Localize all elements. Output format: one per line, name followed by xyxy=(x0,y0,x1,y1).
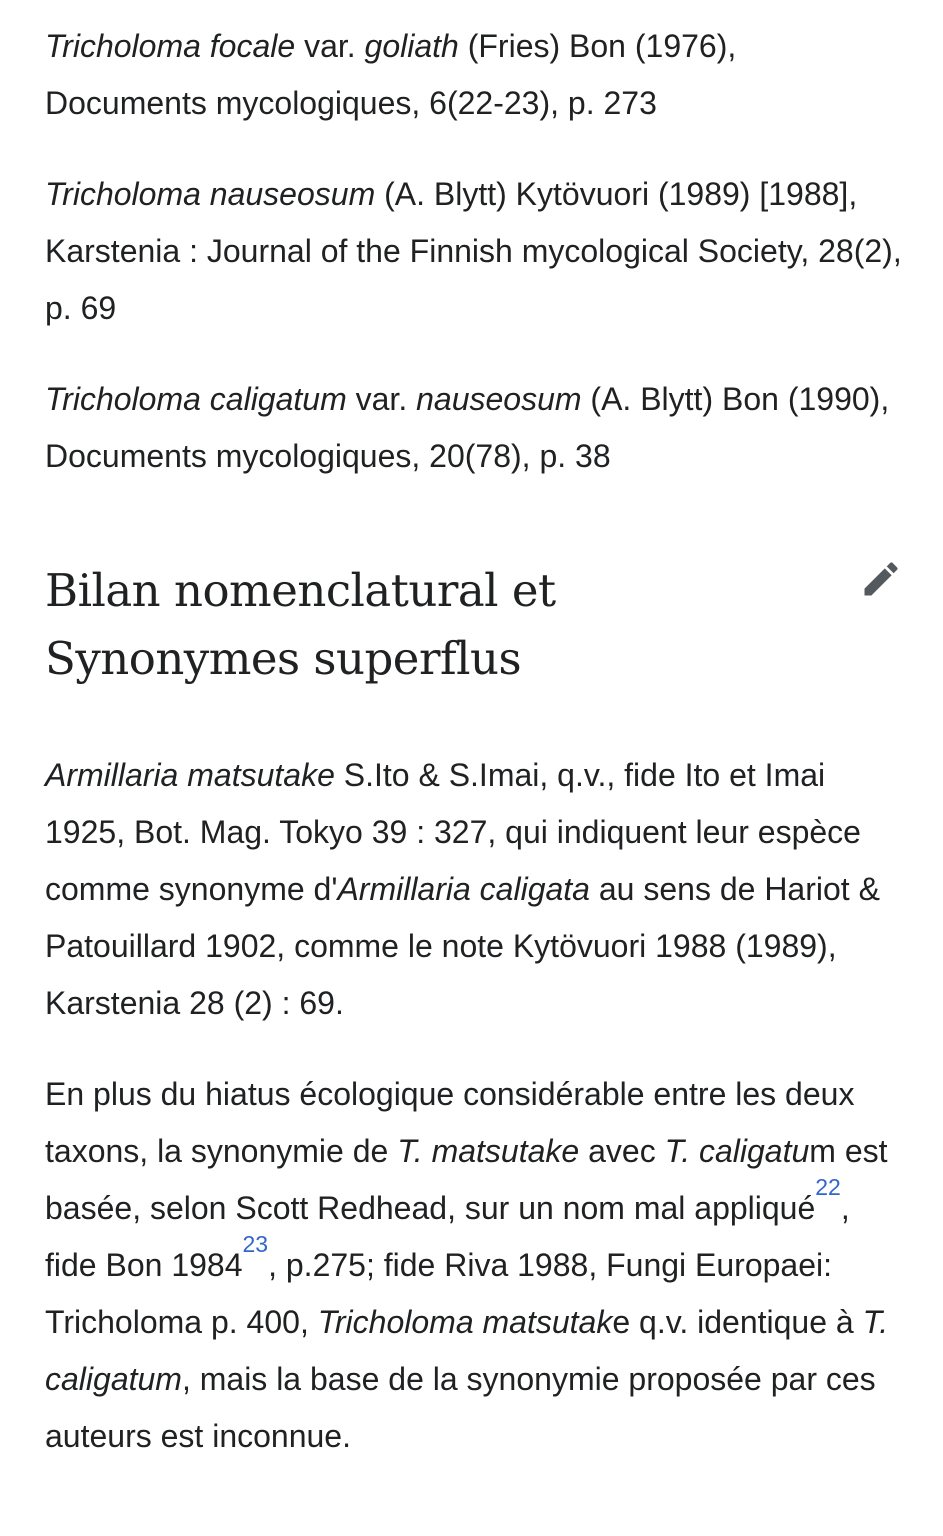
taxon-name: Tricholoma nauseosum xyxy=(45,176,376,212)
reference-22 xyxy=(815,1174,841,1200)
paragraph-text: En plus du hiatus écologique considérable entre les deux taxons, la synonymie de xyxy=(45,1076,855,1169)
reference-link-23[interactable]: 23 xyxy=(242,1231,269,1257)
synonym-citation: (A. Blytt) Kytövuori (1989) [1988], Karstenia : Journal of the Finnish mycological Society, 28(2), p. 69 xyxy=(45,176,902,326)
synonym-entry xyxy=(45,166,905,337)
paragraph-text: , mais la base de la synonymie proposée par ces auteurs est inconnue. xyxy=(45,1361,876,1454)
paragraph-text: au sens de Hariot & Patouillard 1902, comme le note Kytövuori 1988 (1989), Karstenia 28 (2) : 69. xyxy=(45,871,880,1021)
paragraph-text: m est basée, selon Scott Redhead, sur un nom mal appliqué xyxy=(45,1133,888,1226)
taxon-name: T. matsutake xyxy=(397,1133,580,1169)
reference-23 xyxy=(243,1231,269,1257)
synonym-entry xyxy=(45,371,905,485)
taxon-name: T. caligatum xyxy=(45,1304,889,1397)
taxon-name: Tricholoma matsutak xyxy=(317,1304,613,1340)
paragraph-text: , fide Bon 1984 xyxy=(45,1190,850,1283)
section-title-line2: Synonymes superflus xyxy=(45,632,522,685)
taxon-name: T. caligatu xyxy=(664,1133,810,1169)
paragraph-text: S.Ito & S.Imai, q.v., fide Ito et Imai 1925, Bot. Mag. Tokyo 39 : 327, qui indiquent leur espèce comme synonyme d' xyxy=(45,757,861,907)
synonym-citation: (A. Blytt) Bon (1990), Documents mycologiques, 20(78), p. 38 xyxy=(45,381,890,474)
taxon-name: Armillaria caligata xyxy=(337,871,590,907)
paragraph-text: e q.v. identique à xyxy=(612,1304,863,1340)
paragraph-armillaria xyxy=(45,747,905,1032)
taxon-name: Tricholoma caligatum xyxy=(45,381,347,417)
taxon-name: Tricholoma focale xyxy=(45,28,296,64)
reference-link-22[interactable]: 22 xyxy=(815,1174,841,1200)
variety-name: goliath xyxy=(364,28,459,64)
article-content xyxy=(45,18,905,1499)
paragraph-text: , p.275; fide Riva 1988, Fungi Europaei: Tricholoma p. 400, xyxy=(45,1247,833,1340)
pencil-icon xyxy=(859,557,903,601)
paragraph-synonymy xyxy=(45,1066,905,1465)
synonym-entry xyxy=(45,18,905,132)
synonym-text: var. xyxy=(346,381,417,417)
synonym-text: var. xyxy=(295,28,365,64)
variety-name: nauseosum xyxy=(416,381,582,417)
section-header xyxy=(45,557,905,693)
section-title xyxy=(45,557,805,693)
taxon-name: Armillaria matsutake xyxy=(45,757,335,793)
paragraph-text: avec xyxy=(579,1133,665,1169)
synonym-citation: (Fries) Bon (1976), Documents mycologiques, 6(22-23), p. 273 xyxy=(45,28,737,121)
edit-section-button[interactable] xyxy=(859,557,903,601)
section-title-line1: Bilan nomenclatural et xyxy=(45,564,556,617)
